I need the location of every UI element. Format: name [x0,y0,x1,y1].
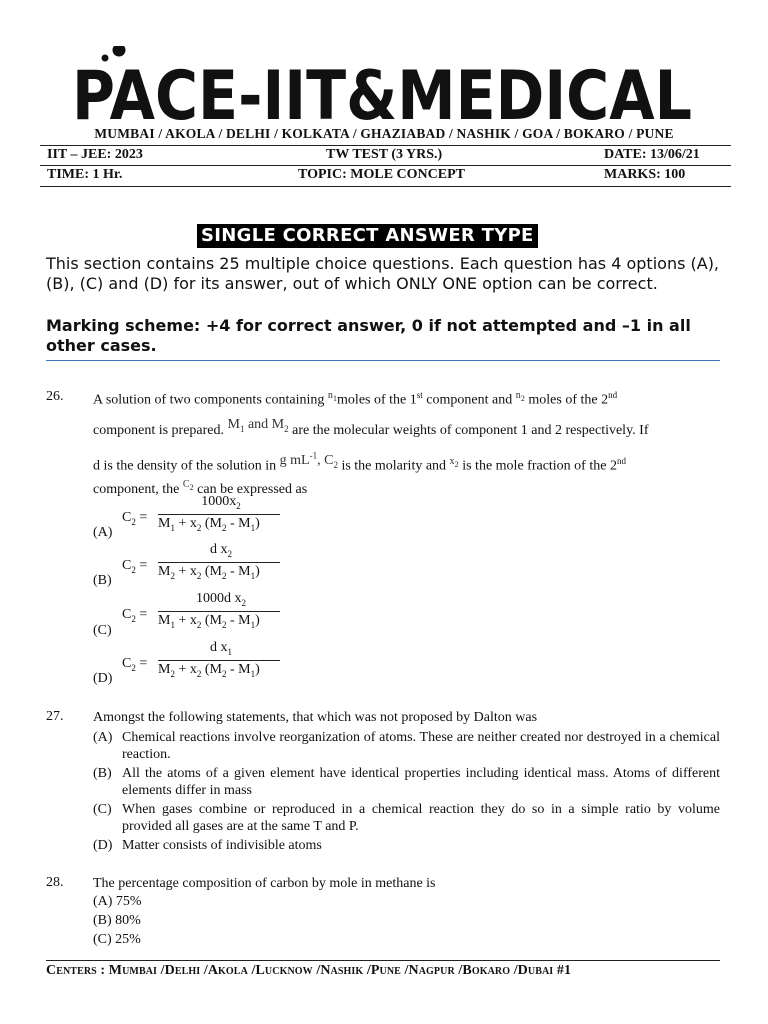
question-number-26: 26. [46,389,64,404]
question-number-28: 28. [46,875,64,890]
topic-label: TOPIC: MOLE CONCEPT [298,167,465,182]
q28-option-c[interactable]: (C) 25% [93,932,141,947]
q28-option-a[interactable]: (A) 75% [93,894,142,909]
date-label: DATE: 13/06/21 [604,147,700,162]
marks-label: MARKS: 100 [604,167,686,182]
q27-option-a-label: (A) [93,730,113,745]
q27-option-a[interactable] [93,729,720,763]
header-rule-top [40,145,731,146]
cities-line: MUMBAI / AKOLA / DELHI / KOLKATA / GHAZIABAD / NASHIK / GOA / BOKARO / PUNE [94,126,674,141]
q27-option-c-text: When gases combine or reproduced in a chemical reaction they do so in a simple ratio by volume provided all gases are at the same T and P. [122,802,720,834]
question-28-text: The percentage composition of carbon by mole in methane is [93,876,436,891]
q27-option-d-text: Matter consists of indivisible atoms [122,838,322,853]
q27-option-a-text: Chemical reactions involve reorganization of atoms. These are neither created nor destroyed in a chemical reaction. [122,730,720,762]
test-label: TW TEST (3 YRS.) [326,147,443,162]
pace-logo [72,46,696,124]
question-27-text: Amongst the following statements, that which was not proposed by Dalton was [93,710,538,725]
question-26-text: A solution of two components containing $^{n_1}$moles of the 1st component and $^{n_2}$ moles of the 2nd component is prepared. $M_1$ and $M_2$ are the molecular weights of component 1 and 2 respectively. If d is the density of the solution in g $mL^{-1}$, $C_2$ is the molarity and $^{x_2}$ is the mole fraction of the 2nd component, the $^{C_2}$ can be expressed as [93,389,649,497]
q27-option-b-label: (B) [93,766,112,781]
exam-label: IIT – JEE: 2023 [47,147,143,162]
q28-option-b[interactable]: (B) 80% [93,913,141,928]
q26-option-b-label[interactable]: (B) [93,573,112,588]
q27-option-c-label: (C) [93,802,112,817]
q27-option-d[interactable] [93,837,720,854]
question-number-27: 27. [46,709,64,724]
marking-scheme: Marking scheme: +4 for correct answer, 0 if not attempted and –1 in all other cases. [46,316,691,355]
q27-option-d-label: (D) [93,838,113,853]
time-label: TIME: 1 Hr. [47,167,123,182]
q26-option-a-label[interactable]: (A) [93,525,113,540]
footer-centers: Centers : Mumbai /Delhi /Akola /Lucknow /Nashik /Pune /Nagpur /Bokaro /Dubai #1 [46,963,572,978]
q26-option-c-label[interactable]: (C) [93,623,112,638]
footer-rule [46,960,720,961]
q27-option-b[interactable] [93,765,720,799]
q26-option-d-label[interactable]: (D) [93,671,113,686]
header-rule-middle [40,165,731,166]
section-divider [46,360,720,361]
q27-option-c[interactable] [93,801,720,835]
section-title: SINGLE CORRECT ANSWER TYPE [197,224,538,248]
q27-option-b-text: All the atoms of a given element have identical properties including identical mass. Atoms of different elements differ in mass [122,766,720,798]
section-intro: This section contains 25 multiple choice questions. Each question has 4 options (A), (B), (C) and (D) for its answer, out of which ONLY ONE option can be correct. [46,254,720,293]
svg-text:PACE-IIT&MEDICAL: PACE-IIT&MEDICAL [72,57,692,124]
header-rule-bottom [40,186,731,187]
